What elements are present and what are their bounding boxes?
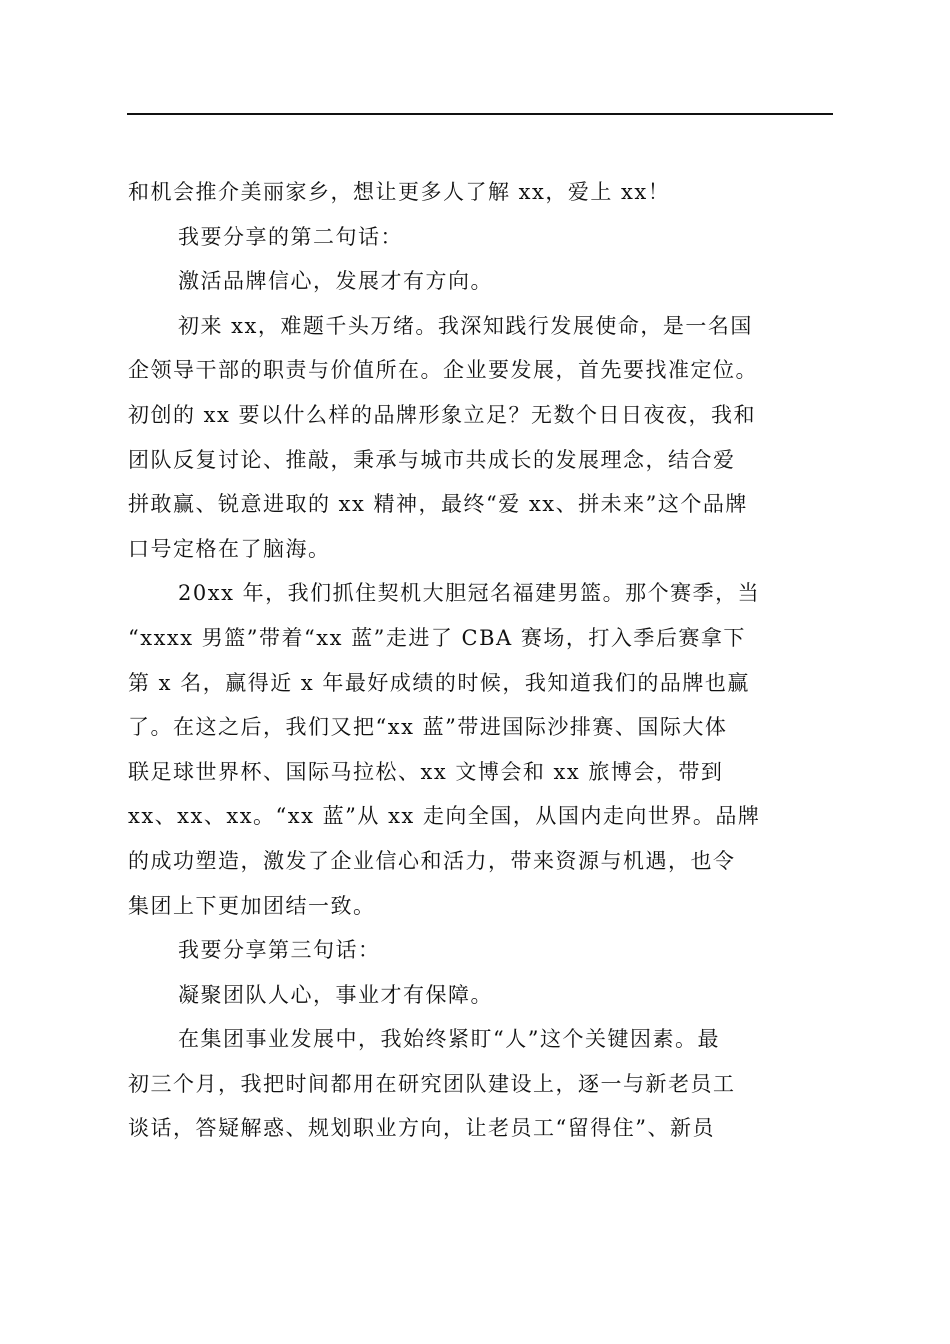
text-line: 口号定格在了脑海。 — [128, 536, 331, 561]
text-line: 初创的 xx 要以什么样的品牌形象立足？无数个日日夜夜，我和 — [128, 402, 757, 427]
text-line: “xxxx 男篮”带着“xx 蓝”走进了 CBA 赛场，打入季后赛拿下 — [128, 625, 746, 650]
text-line: xx、xx、xx。“xx 蓝”从 xx 走向全国，从国内走向世界。品牌 — [128, 804, 761, 829]
paragraph — [128, 170, 834, 215]
paragraph — [128, 1017, 834, 1151]
text-line: 我要分享的第二句话： — [178, 224, 403, 249]
document-body — [128, 170, 834, 1151]
paragraph — [128, 304, 834, 572]
section-intro-3 — [128, 928, 834, 973]
text-line: 团队反复讨论、推敲，秉承与城市共成长的发展理念，结合爱 — [128, 447, 736, 472]
text-line: 了。在这之后，我们又把“xx 蓝”带进国际沙排赛、国际大体 — [128, 715, 728, 740]
section-intro-2 — [128, 215, 834, 260]
text-line: 在集团事业发展中，我始终紧盯“人”这个关键因素。最 — [178, 1027, 720, 1052]
text-line: 凝聚团队人心，事业才有保障。 — [178, 982, 493, 1007]
text-line: 谈话，答疑解惑、规划职业方向，让老员工“留得住”、新员 — [128, 1116, 715, 1141]
header-rule — [127, 113, 833, 115]
paragraph — [128, 571, 834, 928]
text-line: 集团上下更加团结一致。 — [128, 893, 376, 918]
text-line: 初三个月，我把时间都用在研究团队建设上，逐一与新老员工 — [128, 1071, 736, 1096]
section-heading-2 — [128, 259, 834, 304]
text-line: 激活品牌信心，发展才有方向。 — [178, 269, 493, 294]
text-line: 初来 xx，难题千头万绪。我深知践行发展使命，是一名国 — [178, 313, 753, 338]
text-line: 的成功塑造，激发了企业信心和活力，带来资源与机遇，也令 — [128, 848, 736, 873]
text-line: 20xx 年，我们抓住契机大胆冠名福建男篮。那个赛季，当 — [178, 581, 761, 606]
text-line: 拼敢赢、锐意进取的 xx 精神，最终“爱 xx、拼未来”这个品牌 — [128, 492, 748, 517]
text-line: 联足球世界杯、国际马拉松、xx 文博会和 xx 旅博会，带到 — [128, 759, 724, 784]
text-line: 和机会推介美丽家乡，想让更多人了解 xx，爱上 xx！ — [128, 180, 671, 204]
text-line: 企领导干部的职责与价值所在。企业要发展，首先要找准定位。 — [128, 358, 758, 383]
text-line: 我要分享第三句话： — [178, 938, 381, 963]
text-line: 第 x 名，赢得近 x 年最好成绩的时候，我知道我们的品牌也赢 — [128, 670, 750, 695]
section-heading-3 — [128, 973, 834, 1018]
